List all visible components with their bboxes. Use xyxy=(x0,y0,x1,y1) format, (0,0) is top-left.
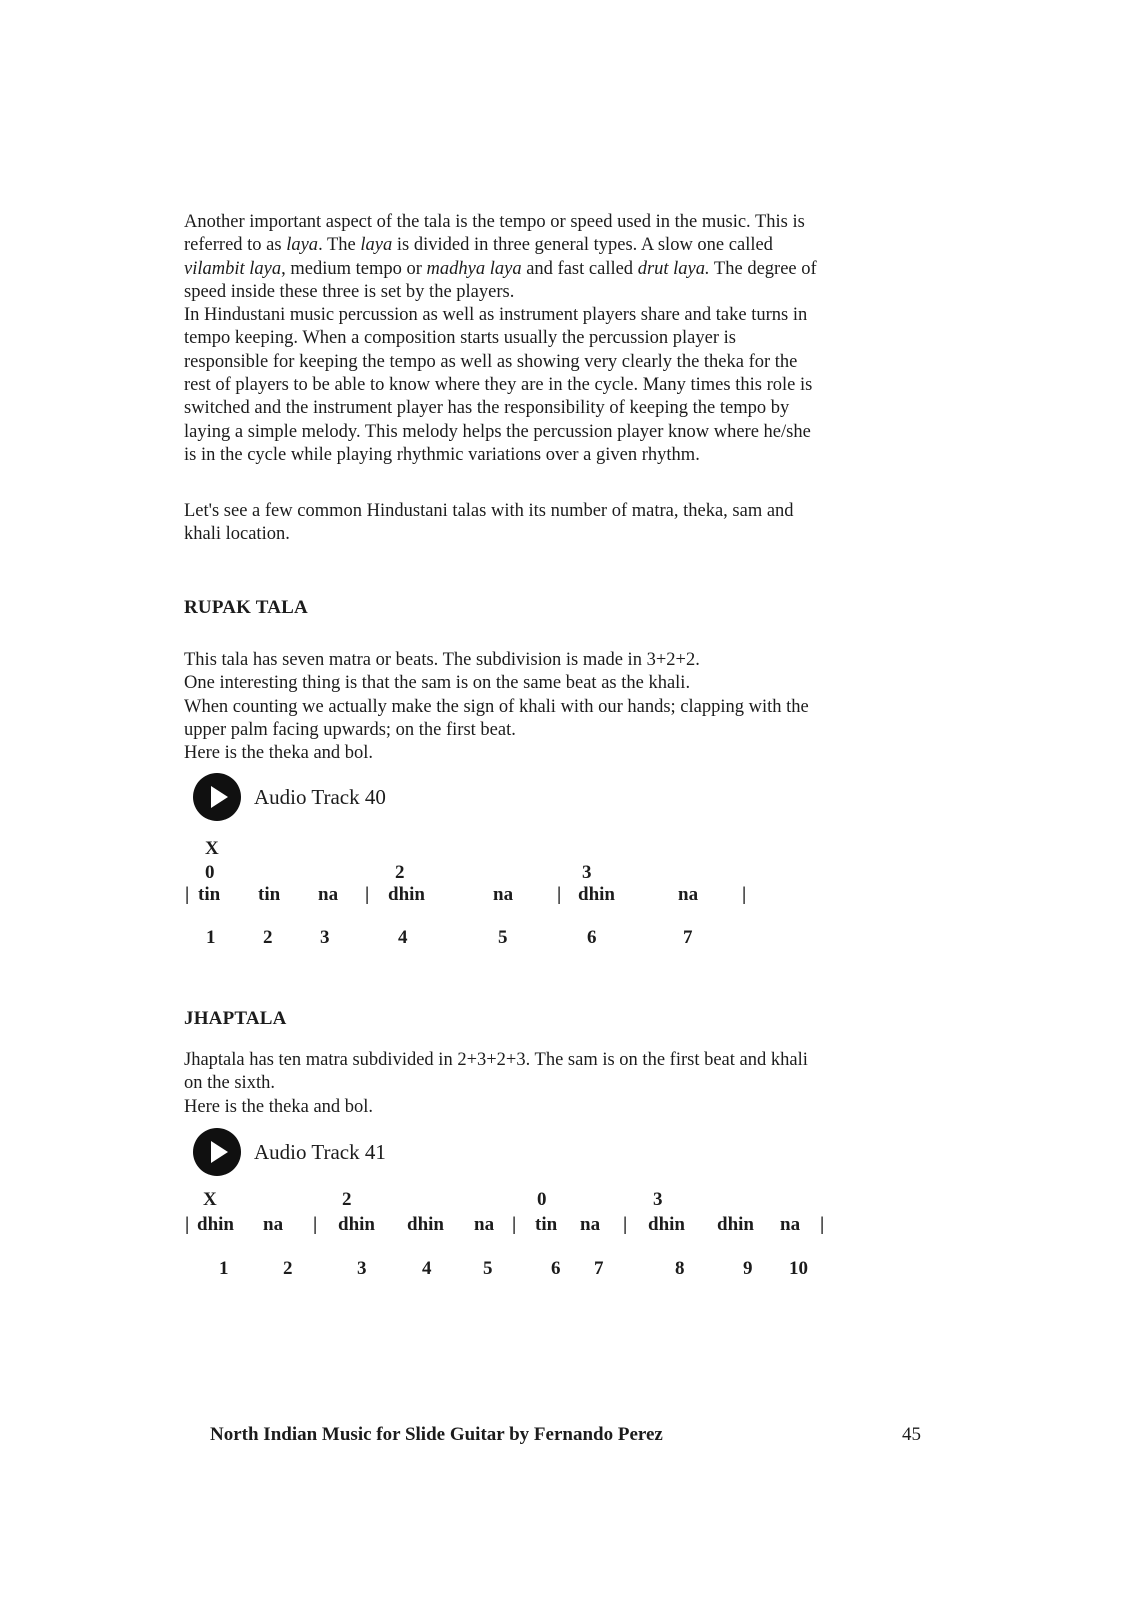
notation-token: 6 xyxy=(551,1258,561,1279)
notation-token: tin xyxy=(198,884,221,905)
notation-token: 0 xyxy=(537,1189,547,1210)
play-icon xyxy=(211,1141,228,1163)
text-segment: is divided in three general types. A slow one called xyxy=(392,235,773,256)
notation-token: na xyxy=(263,1214,284,1235)
footer-book-title: North Indian Music for Slide Guitar by Fernando Perez xyxy=(210,1424,663,1445)
text-segment: In Hindustani music percussion as well as instrument players share and take turns in xyxy=(184,305,808,326)
notation-token: dhin xyxy=(717,1214,754,1235)
rupak-bol-row xyxy=(0,884,1130,910)
italic-term: madhya laya xyxy=(426,258,522,279)
bar-line: | xyxy=(820,1214,825,1235)
notation-token: 4 xyxy=(422,1258,432,1279)
notation-token: 2 xyxy=(342,1189,352,1210)
italic-term: laya xyxy=(360,235,393,256)
notation-token: 2 xyxy=(263,927,273,948)
jhaptala-sam-khali-tali-row xyxy=(0,1189,1130,1215)
notation-token: dhin xyxy=(338,1214,375,1235)
bar-line: | xyxy=(512,1214,517,1235)
jhaptala-bol-row xyxy=(0,1214,1130,1240)
lets-see-paragraph xyxy=(184,500,934,547)
text-segment: When counting we actually make the sign of khali with our hands; clapping with the xyxy=(184,696,809,717)
text-segment: Another important aspect of the tala is the tempo or speed used in the music. This is xyxy=(184,212,805,232)
page-number: 45 xyxy=(902,1424,921,1445)
notation-token: 5 xyxy=(483,1258,493,1279)
text-segment: on the sixth. xyxy=(184,1073,275,1094)
notation-token: 2 xyxy=(283,1258,293,1279)
jhaptala-beat-number-row xyxy=(0,1258,1130,1284)
text-segment: , medium tempo or xyxy=(281,258,427,279)
text-segment: responsible for keeping the tempo as well as showing very clearly the theka for the xyxy=(184,351,798,372)
notation-token: 3 xyxy=(320,927,330,948)
notation-token: dhin xyxy=(407,1214,444,1235)
notation-token: 6 xyxy=(587,927,597,948)
rupak-sam-row xyxy=(0,838,1130,864)
rupak-tala-heading: RUPAK TALA xyxy=(184,597,308,618)
notation-token: X xyxy=(205,838,219,859)
text-segment: . The xyxy=(318,235,361,256)
notation-token: na xyxy=(493,884,514,905)
notation-token: na xyxy=(580,1214,601,1235)
notation-token: 1 xyxy=(206,927,216,948)
text-segment: switched and the instrument player has the responsibility of keeping the tempo by xyxy=(184,398,790,419)
notation-token: 3 xyxy=(582,862,592,883)
notation-token: 1 xyxy=(219,1258,229,1279)
italic-term: vilambit laya xyxy=(184,258,282,279)
notation-token: tin xyxy=(258,884,281,905)
notation-token: 2 xyxy=(395,862,405,883)
notation-token: 9 xyxy=(743,1258,753,1279)
notation-token: 10 xyxy=(789,1258,808,1279)
notation-token: X xyxy=(203,1189,217,1210)
notation-token: 8 xyxy=(675,1258,685,1279)
text-segment: Let's see a few common Hindustani talas with its number of matra, theka, sam and xyxy=(184,501,794,521)
text-segment: laying a simple melody. This melody helps the percussion player know where he/she xyxy=(184,421,811,442)
bar-line: | xyxy=(742,884,747,905)
audio-track-40-row xyxy=(193,773,386,821)
notation-token: na xyxy=(474,1214,495,1235)
notation-token: 3 xyxy=(653,1189,663,1210)
notation-token: na xyxy=(318,884,339,905)
text-segment: One interesting thing is that the sam is on the same beat as the khali. xyxy=(184,673,691,694)
rupak-beat-number-row xyxy=(0,927,1130,953)
notation-token: dhin xyxy=(578,884,615,905)
text-segment: and fast called xyxy=(521,258,638,279)
audio-track-label: Audio Track 41 xyxy=(254,1139,386,1164)
text-segment: upper palm facing upwards; on the first beat. xyxy=(184,719,516,740)
bar-line: | xyxy=(557,884,562,905)
play-icon xyxy=(211,786,228,808)
bar-line: | xyxy=(365,884,370,905)
notation-token: dhin xyxy=(197,1214,234,1235)
intro-paragraphs xyxy=(184,211,934,467)
text-segment: Here is the theka and bol. xyxy=(184,1096,374,1117)
text-segment: This tala has seven matra or beats. The subdivision is made in 3+2+2. xyxy=(184,650,700,670)
notation-token: na xyxy=(678,884,699,905)
text-segment: The degree of xyxy=(709,258,817,279)
notation-token: 7 xyxy=(683,927,693,948)
notation-token: 0 xyxy=(205,862,215,883)
text-segment: Jhaptala has ten matra subdivided in 2+3+2+3. The sam is on the first beat and khali xyxy=(184,1050,808,1070)
text-segment: tempo keeping. When a composition starts usually the percussion player is xyxy=(184,328,736,349)
jhaptala-paragraph xyxy=(184,1049,934,1119)
notation-token: 3 xyxy=(357,1258,367,1279)
bar-line: | xyxy=(313,1214,318,1235)
italic-term: drut laya. xyxy=(637,258,710,279)
notation-token: dhin xyxy=(648,1214,685,1235)
bar-line: | xyxy=(623,1214,628,1235)
italic-term: laya xyxy=(286,235,319,256)
notation-token: dhin xyxy=(388,884,425,905)
text-segment: Here is the theka and bol. xyxy=(184,743,374,764)
text-segment: khali location. xyxy=(184,524,290,545)
bar-line: | xyxy=(185,1214,190,1235)
notation-token: 5 xyxy=(498,927,508,948)
text-segment: referred to as xyxy=(184,235,287,256)
text-segment: rest of players to be able to know where they are in the cycle. Many times this role is xyxy=(184,375,813,396)
notation-token: tin xyxy=(535,1214,558,1235)
jhaptala-heading: JHAPTALA xyxy=(184,1008,287,1029)
text-segment: speed inside these three is set by the players. xyxy=(184,281,515,302)
rupak-paragraph xyxy=(184,649,934,765)
text-segment: is in the cycle while playing rhythmic variations over a given rhythm. xyxy=(184,444,700,465)
audio-track-label: Audio Track 40 xyxy=(254,784,386,809)
notation-token: 7 xyxy=(594,1258,604,1279)
audio-track-41-row xyxy=(193,1128,386,1176)
notation-token: 4 xyxy=(398,927,408,948)
audio-play-button[interactable] xyxy=(193,773,241,821)
bar-line: | xyxy=(185,884,190,905)
audio-play-button[interactable] xyxy=(193,1128,241,1176)
notation-token: na xyxy=(780,1214,801,1235)
